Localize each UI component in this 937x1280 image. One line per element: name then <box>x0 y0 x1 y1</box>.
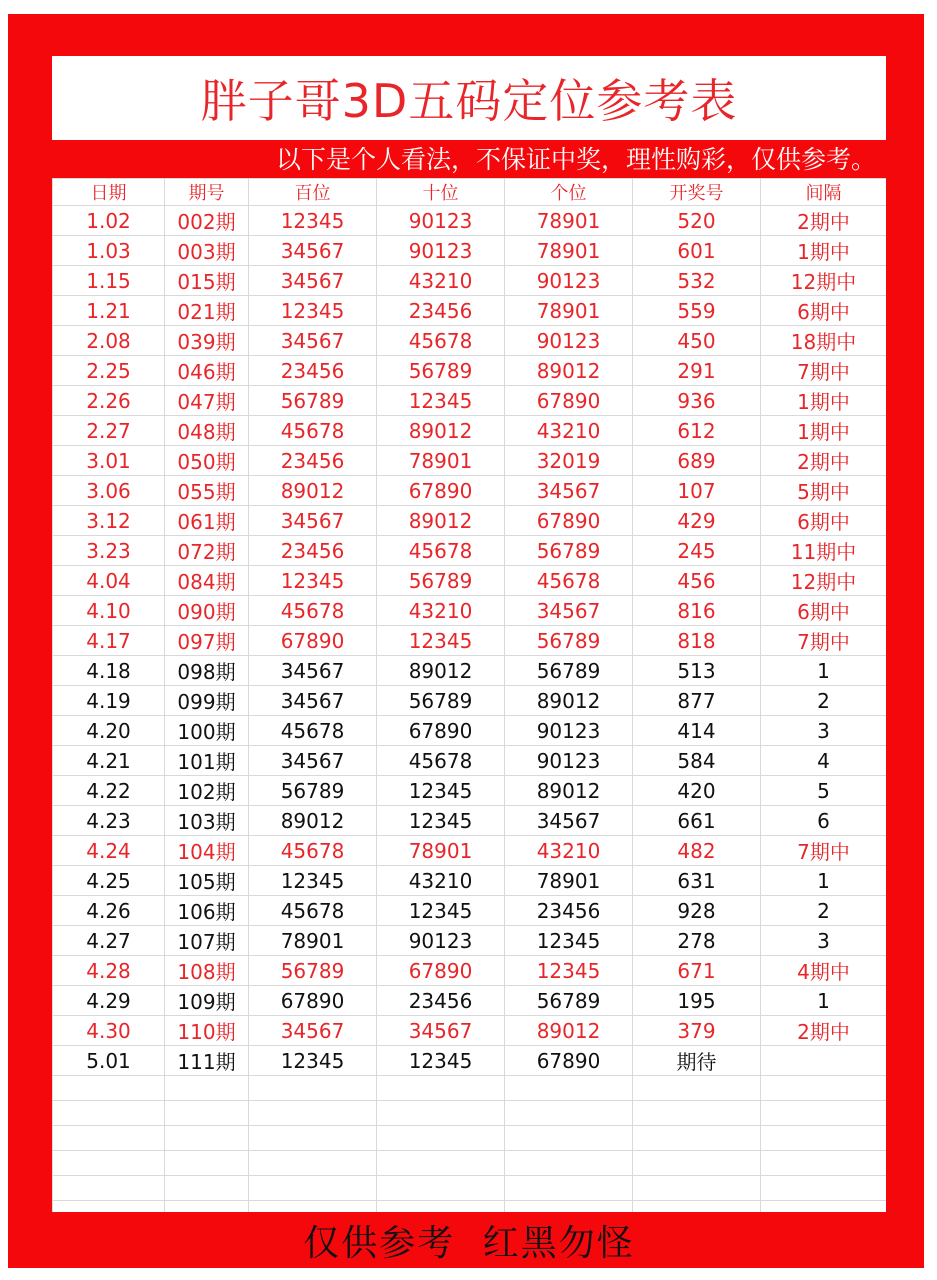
empty-cell <box>633 1176 761 1201</box>
cell-issue: 100期 <box>165 716 249 746</box>
cell-tens: 89012 <box>377 656 505 686</box>
cell-issue: 102期 <box>165 776 249 806</box>
cell-hundreds: 34567 <box>249 656 377 686</box>
cell-hundreds: 23456 <box>249 356 377 386</box>
cell-date: 3.12 <box>53 506 165 536</box>
cell-units: 89012 <box>505 686 633 716</box>
table-row <box>53 776 887 806</box>
reference-sheet <box>52 178 886 1212</box>
cell-tens: 89012 <box>377 506 505 536</box>
cell-units: 34567 <box>505 596 633 626</box>
table-row <box>53 926 887 956</box>
cell-interval: 2期中 <box>761 206 887 236</box>
cell-tens: 78901 <box>377 446 505 476</box>
cell-date: 4.30 <box>53 1016 165 1046</box>
cell-interval: 1 <box>761 866 887 896</box>
cell-units: 12345 <box>505 926 633 956</box>
cell-interval: 2期中 <box>761 1016 887 1046</box>
cell-units: 90123 <box>505 746 633 776</box>
cell-tens: 90123 <box>377 206 505 236</box>
cell-interval: 6期中 <box>761 596 887 626</box>
cell-draw-number: 278 <box>633 926 761 956</box>
cell-date: 1.02 <box>53 206 165 236</box>
cell-interval: 6期中 <box>761 296 887 326</box>
cell-tens: 12345 <box>377 806 505 836</box>
empty-cell <box>53 1101 165 1126</box>
table-row <box>53 386 887 416</box>
cell-draw-number: 584 <box>633 746 761 776</box>
empty-cell <box>505 1201 633 1213</box>
empty-cell <box>505 1151 633 1176</box>
cell-draw-number: 482 <box>633 836 761 866</box>
reference-table <box>52 178 886 1212</box>
cell-issue: 106期 <box>165 896 249 926</box>
cell-date: 4.19 <box>53 686 165 716</box>
cell-draw-number: 877 <box>633 686 761 716</box>
cell-draw-number: 936 <box>633 386 761 416</box>
cell-units: 89012 <box>505 356 633 386</box>
cell-tens: 12345 <box>377 1046 505 1076</box>
empty-cell <box>505 1176 633 1201</box>
empty-cell <box>249 1151 377 1176</box>
cell-draw-number: 414 <box>633 716 761 746</box>
cell-draw-number: 928 <box>633 896 761 926</box>
header-hundreds: 百位 <box>249 179 377 206</box>
empty-row <box>53 1151 887 1176</box>
cell-issue: 002期 <box>165 206 249 236</box>
cell-issue: 090期 <box>165 596 249 626</box>
empty-cell <box>249 1076 377 1101</box>
cell-draw-number: 689 <box>633 446 761 476</box>
cell-hundreds: 23456 <box>249 446 377 476</box>
cell-tens: 78901 <box>377 836 505 866</box>
cell-date: 3.23 <box>53 536 165 566</box>
empty-cell <box>165 1201 249 1213</box>
cell-date: 2.25 <box>53 356 165 386</box>
table-row <box>53 1046 887 1076</box>
cell-interval: 12期中 <box>761 566 887 596</box>
table-row <box>53 686 887 716</box>
cell-units: 34567 <box>505 476 633 506</box>
cell-hundreds: 12345 <box>249 866 377 896</box>
header-interval: 间隔 <box>761 179 887 206</box>
empty-cell <box>165 1151 249 1176</box>
cell-units: 56789 <box>505 536 633 566</box>
cell-draw-number: 520 <box>633 206 761 236</box>
cell-units: 67890 <box>505 1046 633 1076</box>
cell-date: 4.20 <box>53 716 165 746</box>
cell-hundreds: 34567 <box>249 686 377 716</box>
cell-hundreds: 89012 <box>249 476 377 506</box>
table-row <box>53 536 887 566</box>
empty-cell <box>377 1176 505 1201</box>
cell-draw-number: 195 <box>633 986 761 1016</box>
cell-tens: 45678 <box>377 326 505 356</box>
cell-hundreds: 34567 <box>249 326 377 356</box>
cell-issue: 084期 <box>165 566 249 596</box>
empty-cell <box>377 1201 505 1213</box>
cell-date: 4.04 <box>53 566 165 596</box>
cell-units: 89012 <box>505 1016 633 1046</box>
empty-cell <box>633 1151 761 1176</box>
cell-draw-number: 513 <box>633 656 761 686</box>
empty-cell <box>761 1151 887 1176</box>
table-row <box>53 236 887 266</box>
cell-units: 90123 <box>505 716 633 746</box>
cell-tens: 23456 <box>377 986 505 1016</box>
cell-date: 4.23 <box>53 806 165 836</box>
table-row <box>53 716 887 746</box>
cell-tens: 45678 <box>377 536 505 566</box>
cell-tens: 43210 <box>377 866 505 896</box>
cell-draw-number: 450 <box>633 326 761 356</box>
title-banner <box>52 56 886 140</box>
cell-interval: 6期中 <box>761 506 887 536</box>
table-row <box>53 566 887 596</box>
empty-row <box>53 1176 887 1201</box>
table-row <box>53 326 887 356</box>
cell-units: 23456 <box>505 896 633 926</box>
table-row <box>53 626 887 656</box>
cell-tens: 89012 <box>377 416 505 446</box>
cell-interval: 11期中 <box>761 536 887 566</box>
cell-interval: 18期中 <box>761 326 887 356</box>
cell-draw-number: 631 <box>633 866 761 896</box>
cell-issue: 110期 <box>165 1016 249 1046</box>
table-row <box>53 656 887 686</box>
empty-cell <box>53 1201 165 1213</box>
cell-draw-number: 420 <box>633 776 761 806</box>
table-row <box>53 296 887 326</box>
empty-row <box>53 1076 887 1101</box>
cell-interval: 2期中 <box>761 446 887 476</box>
cell-units: 67890 <box>505 386 633 416</box>
cell-tens: 12345 <box>377 626 505 656</box>
cell-draw-number: 379 <box>633 1016 761 1046</box>
empty-cell <box>249 1201 377 1213</box>
table-row <box>53 266 887 296</box>
cell-tens: 12345 <box>377 386 505 416</box>
cell-interval: 1期中 <box>761 386 887 416</box>
cell-hundreds: 34567 <box>249 236 377 266</box>
cell-issue: 105期 <box>165 866 249 896</box>
cell-tens: 90123 <box>377 236 505 266</box>
cell-date: 2.27 <box>53 416 165 446</box>
cell-tens: 67890 <box>377 476 505 506</box>
empty-cell <box>165 1076 249 1101</box>
cell-hundreds: 12345 <box>249 1046 377 1076</box>
cell-hundreds: 56789 <box>249 776 377 806</box>
table-row <box>53 446 887 476</box>
cell-interval: 5期中 <box>761 476 887 506</box>
cell-units: 78901 <box>505 296 633 326</box>
cell-date: 4.29 <box>53 986 165 1016</box>
cell-issue: 061期 <box>165 506 249 536</box>
cell-interval <box>761 1046 887 1076</box>
cell-draw-number: 816 <box>633 596 761 626</box>
empty-cell <box>377 1151 505 1176</box>
cell-issue: 072期 <box>165 536 249 566</box>
cell-tens: 90123 <box>377 926 505 956</box>
cell-interval: 1期中 <box>761 416 887 446</box>
cell-interval: 7期中 <box>761 356 887 386</box>
cell-tens: 23456 <box>377 296 505 326</box>
empty-cell <box>761 1126 887 1151</box>
cell-hundreds: 56789 <box>249 386 377 416</box>
disclaimer-text: 以下是个人看法，不保证中奖，理性购彩，仅供参考。 <box>275 145 876 174</box>
table-header-row <box>53 179 887 206</box>
cell-date: 4.27 <box>53 926 165 956</box>
cell-date: 4.22 <box>53 776 165 806</box>
cell-units: 78901 <box>505 236 633 266</box>
cell-date: 1.15 <box>53 266 165 296</box>
cell-tens: 43210 <box>377 596 505 626</box>
cell-issue: 046期 <box>165 356 249 386</box>
cell-draw-number: 245 <box>633 536 761 566</box>
cell-issue: 048期 <box>165 416 249 446</box>
table-row <box>53 1016 887 1046</box>
table-row <box>53 356 887 386</box>
cell-issue: 097期 <box>165 626 249 656</box>
cell-units: 12345 <box>505 956 633 986</box>
empty-cell <box>761 1101 887 1126</box>
cell-tens: 45678 <box>377 746 505 776</box>
empty-cell <box>505 1101 633 1126</box>
cell-date: 4.25 <box>53 866 165 896</box>
cell-issue: 003期 <box>165 236 249 266</box>
header-draw-number: 开奖号 <box>633 179 761 206</box>
table-row <box>53 806 887 836</box>
cell-hundreds: 89012 <box>249 806 377 836</box>
cell-interval: 2 <box>761 686 887 716</box>
cell-issue: 039期 <box>165 326 249 356</box>
cell-interval: 3 <box>761 926 887 956</box>
empty-cell <box>761 1176 887 1201</box>
table-row <box>53 206 887 236</box>
cell-date: 1.21 <box>53 296 165 326</box>
cell-hundreds: 12345 <box>249 296 377 326</box>
cell-draw-number: 期待 <box>633 1046 761 1076</box>
table-row <box>53 896 887 926</box>
cell-date: 2.26 <box>53 386 165 416</box>
table-row <box>53 416 887 446</box>
cell-tens: 12345 <box>377 776 505 806</box>
table-row <box>53 836 887 866</box>
table-row <box>53 986 887 1016</box>
cell-tens: 67890 <box>377 716 505 746</box>
empty-cell <box>633 1101 761 1126</box>
footer-note: 仅供参考 红黑勿怪 <box>303 1222 635 1264</box>
cell-hundreds: 34567 <box>249 746 377 776</box>
page-title: 胖子哥3D五码定位参考表 <box>200 74 738 128</box>
cell-units: 78901 <box>505 206 633 236</box>
cell-draw-number: 107 <box>633 476 761 506</box>
empty-cell <box>249 1101 377 1126</box>
cell-interval: 4期中 <box>761 956 887 986</box>
cell-hundreds: 23456 <box>249 536 377 566</box>
cell-units: 90123 <box>505 266 633 296</box>
cell-draw-number: 818 <box>633 626 761 656</box>
cell-date: 2.08 <box>53 326 165 356</box>
empty-cell <box>165 1126 249 1151</box>
cell-interval: 1 <box>761 986 887 1016</box>
empty-cell <box>53 1076 165 1101</box>
empty-row <box>53 1201 887 1213</box>
cell-date: 4.10 <box>53 596 165 626</box>
cell-tens: 56789 <box>377 356 505 386</box>
empty-cell <box>53 1151 165 1176</box>
cell-issue: 099期 <box>165 686 249 716</box>
cell-draw-number: 429 <box>633 506 761 536</box>
cell-units: 78901 <box>505 866 633 896</box>
empty-cell <box>165 1176 249 1201</box>
table-row <box>53 476 887 506</box>
cell-units: 56789 <box>505 656 633 686</box>
cell-issue: 047期 <box>165 386 249 416</box>
cell-hundreds: 45678 <box>249 896 377 926</box>
cell-issue: 104期 <box>165 836 249 866</box>
cell-interval: 12期中 <box>761 266 887 296</box>
header-units: 个位 <box>505 179 633 206</box>
cell-interval: 6 <box>761 806 887 836</box>
cell-date: 4.28 <box>53 956 165 986</box>
cell-units: 90123 <box>505 326 633 356</box>
empty-cell <box>505 1126 633 1151</box>
cell-hundreds: 78901 <box>249 926 377 956</box>
cell-issue: 103期 <box>165 806 249 836</box>
cell-issue: 108期 <box>165 956 249 986</box>
cell-hundreds: 45678 <box>249 716 377 746</box>
cell-date: 4.26 <box>53 896 165 926</box>
cell-issue: 055期 <box>165 476 249 506</box>
empty-cell <box>633 1201 761 1213</box>
empty-cell <box>761 1201 887 1213</box>
cell-issue: 015期 <box>165 266 249 296</box>
cell-tens: 43210 <box>377 266 505 296</box>
cell-interval: 1期中 <box>761 236 887 266</box>
cell-tens: 56789 <box>377 566 505 596</box>
table-row <box>53 596 887 626</box>
cell-interval: 7期中 <box>761 626 887 656</box>
table-body <box>53 206 887 1213</box>
cell-hundreds: 56789 <box>249 956 377 986</box>
cell-units: 34567 <box>505 806 633 836</box>
empty-cell <box>377 1076 505 1101</box>
table-row <box>53 866 887 896</box>
cell-hundreds: 45678 <box>249 836 377 866</box>
cell-date: 3.01 <box>53 446 165 476</box>
cell-date: 4.21 <box>53 746 165 776</box>
cell-hundreds: 45678 <box>249 416 377 446</box>
header-issue: 期号 <box>165 179 249 206</box>
cell-tens: 56789 <box>377 686 505 716</box>
cell-date: 4.17 <box>53 626 165 656</box>
empty-cell <box>53 1176 165 1201</box>
cell-date: 1.03 <box>53 236 165 266</box>
cell-draw-number: 601 <box>633 236 761 266</box>
cell-draw-number: 661 <box>633 806 761 836</box>
header-date: 日期 <box>53 179 165 206</box>
cell-issue: 109期 <box>165 986 249 1016</box>
cell-date: 4.24 <box>53 836 165 866</box>
cell-issue: 098期 <box>165 656 249 686</box>
cell-hundreds: 34567 <box>249 266 377 296</box>
cell-interval: 1 <box>761 656 887 686</box>
cell-tens: 34567 <box>377 1016 505 1046</box>
cell-draw-number: 456 <box>633 566 761 596</box>
cell-interval: 4 <box>761 746 887 776</box>
cell-hundreds: 67890 <box>249 986 377 1016</box>
cell-hundreds: 12345 <box>249 206 377 236</box>
cell-tens: 12345 <box>377 896 505 926</box>
cell-interval: 5 <box>761 776 887 806</box>
cell-units: 43210 <box>505 836 633 866</box>
cell-issue: 107期 <box>165 926 249 956</box>
cell-draw-number: 612 <box>633 416 761 446</box>
cell-hundreds: 12345 <box>249 566 377 596</box>
empty-cell <box>377 1126 505 1151</box>
cell-draw-number: 291 <box>633 356 761 386</box>
cell-interval: 3 <box>761 716 887 746</box>
cell-units: 43210 <box>505 416 633 446</box>
cell-interval: 2 <box>761 896 887 926</box>
cell-draw-number: 671 <box>633 956 761 986</box>
cell-hundreds: 34567 <box>249 1016 377 1046</box>
empty-row <box>53 1101 887 1126</box>
empty-cell <box>377 1101 505 1126</box>
cell-issue: 021期 <box>165 296 249 326</box>
cell-units: 56789 <box>505 986 633 1016</box>
cell-issue: 111期 <box>165 1046 249 1076</box>
cell-hundreds: 34567 <box>249 506 377 536</box>
cell-tens: 67890 <box>377 956 505 986</box>
empty-cell <box>633 1126 761 1151</box>
empty-cell <box>761 1076 887 1101</box>
empty-cell <box>53 1126 165 1151</box>
header-tens: 十位 <box>377 179 505 206</box>
table-row <box>53 506 887 536</box>
cell-draw-number: 532 <box>633 266 761 296</box>
cell-units: 89012 <box>505 776 633 806</box>
table-row <box>53 746 887 776</box>
cell-units: 56789 <box>505 626 633 656</box>
cell-interval: 7期中 <box>761 836 887 866</box>
cell-issue: 050期 <box>165 446 249 476</box>
cell-units: 67890 <box>505 506 633 536</box>
cell-date: 3.06 <box>53 476 165 506</box>
cell-hundreds: 45678 <box>249 596 377 626</box>
empty-cell <box>249 1176 377 1201</box>
empty-cell <box>165 1101 249 1126</box>
cell-hundreds: 67890 <box>249 626 377 656</box>
cell-draw-number: 559 <box>633 296 761 326</box>
cell-date: 4.18 <box>53 656 165 686</box>
empty-row <box>53 1126 887 1151</box>
cell-units: 45678 <box>505 566 633 596</box>
empty-cell <box>249 1126 377 1151</box>
cell-issue: 101期 <box>165 746 249 776</box>
table-row <box>53 956 887 986</box>
cell-date: 5.01 <box>53 1046 165 1076</box>
empty-cell <box>633 1076 761 1101</box>
empty-cell <box>505 1076 633 1101</box>
cell-units: 32019 <box>505 446 633 476</box>
